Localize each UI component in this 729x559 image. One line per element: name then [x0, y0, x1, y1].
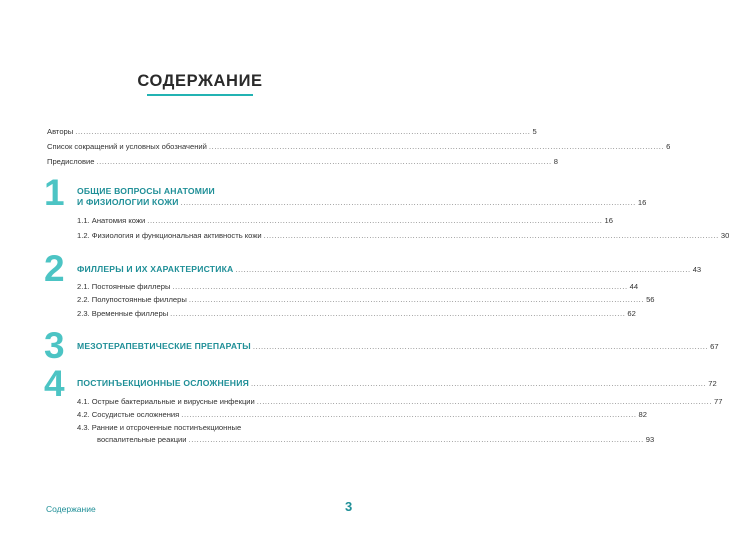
toc-entry-label: Предисловие	[47, 157, 95, 166]
toc-subentry-2-1[interactable]	[77, 282, 639, 292]
dot-leader: ........................................................................................................................................................................	[263, 231, 719, 240]
section-heading-line: ПОСТИНЪЕКЦИОННЫЕ ОСЛОЖНЕНИЯ	[77, 378, 249, 388]
section-heading-2[interactable]	[77, 264, 702, 275]
section-heading-1-line2[interactable]	[77, 197, 647, 208]
section-number-3: 3	[44, 325, 65, 366]
toc-entry-label: Список сокращений и условных обозначений	[47, 142, 207, 151]
toc-entry-label: 4.1. Острые бактериальные и вирусные инфекции	[77, 397, 255, 406]
toc-entry-label: 1.1. Анатомия кожи	[77, 216, 146, 225]
dot-leader: ........................................................................................................................................................................	[147, 216, 603, 225]
dot-leader: ........................................................................................................................................................................	[208, 142, 665, 151]
toc-entry-label: 2.2. Полупостоянные филлеры	[77, 295, 187, 304]
dot-leader: ........................................................................................................................................................................	[180, 198, 636, 207]
toc-page-number: 93	[645, 435, 655, 444]
dot-leader: ........................................................................................................................................................................	[181, 410, 637, 419]
toc-subentry-2-2[interactable]	[77, 295, 655, 305]
section-heading-line: МЕЗОТЕРАПЕВТИЧЕСКИЕ ПРЕПАРАТЫ	[77, 341, 251, 351]
toc-entry-label: 2.3. Временные филлеры	[77, 309, 169, 318]
toc-page-number: 44	[629, 282, 639, 291]
toc-page-number: 67	[710, 342, 719, 351]
section-heading-line: ФИЛЛЕРЫ И ИХ ХАРАКТЕРИСТИКА	[77, 264, 234, 274]
toc-entry-abbreviations[interactable]	[47, 142, 671, 152]
toc-subentry-4-3[interactable]	[77, 435, 655, 445]
dot-leader: ........................................................................................................................................................................	[96, 157, 552, 166]
toc-page-number: 16	[637, 198, 647, 207]
section-heading-4[interactable]	[77, 378, 717, 389]
toc-page-number: 56	[646, 295, 655, 304]
toc-subentry-4-3-line1[interactable]	[77, 423, 355, 433]
dot-leader: ........................................................................................................................................................................	[170, 309, 626, 318]
toc-page-number: 62	[627, 309, 636, 318]
toc-entry-label-continued: воспалительные реакции	[97, 435, 187, 444]
toc-page-number: 16	[604, 216, 613, 225]
dot-leader: ........................................................................................................................................................................	[235, 265, 691, 274]
toc-page-number: 82	[638, 410, 647, 419]
toc-entry-label: 1.2. Физиология и функциональная активность кожи	[77, 231, 262, 240]
toc-page-number: 30	[720, 231, 729, 240]
toc-entry-label: 2.1. Постоянные филлеры	[77, 282, 171, 291]
toc-entry-authors[interactable]	[47, 127, 537, 137]
title-underline	[147, 94, 253, 96]
section-heading-line: И ФИЗИОЛОГИИ КОЖИ	[77, 197, 179, 207]
toc-subentry-1-1[interactable]	[77, 216, 613, 226]
toc-subentry-2-3[interactable]	[77, 309, 636, 319]
section-number-2: 2	[44, 248, 65, 289]
toc-page-number: 43	[692, 265, 702, 274]
toc-entry-preface[interactable]	[47, 157, 558, 167]
toc-page-number: 77	[714, 397, 723, 406]
dot-leader: ........................................................................................................................................................................	[252, 342, 709, 351]
toc-subentry-4-2[interactable]	[77, 410, 647, 420]
dot-leader: ........................................................................................................................................................................	[172, 282, 628, 291]
dot-leader: ........................................................................................................................................................................	[250, 379, 707, 388]
section-number-1: 1	[44, 172, 65, 213]
toc-page-number: 5	[532, 127, 537, 136]
toc-entry-label: 4.2. Сосудистые осложнения	[77, 410, 180, 419]
page-title: СОДЕРЖАНИЕ	[137, 72, 263, 90]
footer-section-label: Содержание	[46, 504, 96, 514]
section-heading-3[interactable]	[77, 341, 719, 352]
footer-page-number: 3	[345, 499, 353, 514]
toc-subentry-1-2[interactable]	[77, 231, 729, 241]
toc-entry-label: 4.3. Ранние и отсроченные постинъекционные	[77, 423, 242, 432]
toc-entry-label: Авторы	[47, 127, 74, 136]
dot-leader: ........................................................................................................................................................................	[188, 295, 645, 304]
section-heading-line: ОБЩИЕ ВОПРОСЫ АНАТОМИИ	[77, 186, 215, 196]
toc-subentry-4-1[interactable]	[77, 397, 723, 407]
dot-leader: ........................................................................................................................................................................	[75, 127, 531, 136]
section-heading-1[interactable]	[77, 186, 355, 197]
toc-page-number: 72	[708, 379, 717, 388]
dot-leader: ........................................................................................................................................................................	[188, 435, 644, 444]
toc-page-number: 8	[553, 157, 558, 166]
section-number-4: 4	[44, 363, 65, 404]
toc-page-number: 6	[666, 142, 671, 151]
dot-leader: ........................................................................................................................................................................	[256, 397, 713, 406]
